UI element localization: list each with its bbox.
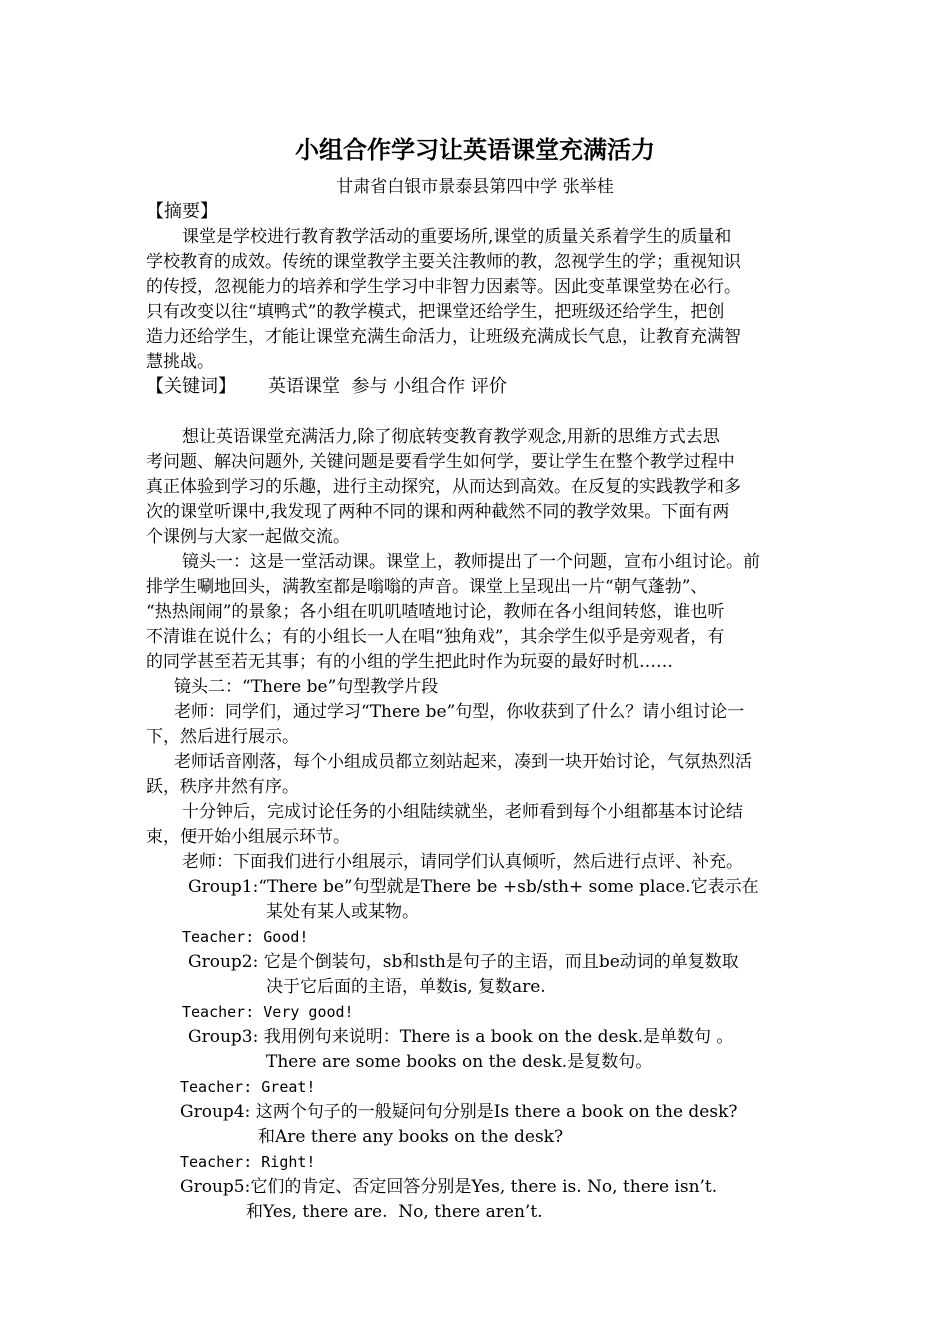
abstract-line: 的传授，忽视能力的培养和学生学习中非智力因素等。因此变革课堂势在必行。: [146, 277, 741, 297]
body-line: 十分钟后，完成讨论任务的小组陆续就坐，老师看到每个小组都基本讨论结: [182, 802, 743, 822]
dialogue-line: There are some books on the desk.是复数句。: [266, 1052, 653, 1072]
body-line: 排学生唰地回头，满教室都是嗡嗡的声音。课堂上呈现出一片“朝气蓬勃”、: [146, 577, 708, 597]
body-line: 想让英语课堂充满活力,除了彻底转变教育教学观念,用新的思维方式去思: [182, 427, 720, 447]
page-title: 小组合作学习让英语课堂充满活力: [295, 136, 655, 164]
body-line: 个课例与大家一起做交流。: [146, 527, 350, 547]
keywords-heading: 【关键词】: [146, 376, 236, 397]
dialogue-line: Teacher: Right!: [180, 1153, 316, 1171]
dialogue-line: Group4: 这两个句子的一般疑问句分别是Is there a book on the desk?: [180, 1102, 738, 1122]
body-line: 束，便开始小组展示环节。: [146, 827, 350, 847]
dialogue-line: Group2: 它是个倒装句，sb和sth是句子的主语，而且be动词的单复数取: [188, 952, 739, 972]
dialogue-line: Teacher: Very good!: [182, 1003, 354, 1021]
dialogue-line: 和Are there any books on the desk?: [258, 1127, 564, 1147]
abstract-heading: 【摘要】: [146, 201, 218, 222]
dialogue-line: Teacher: Great!: [180, 1078, 316, 1096]
body-line: 老师：同学们，通过学习“There be”句型，你收获到了什么？请小组讨论一: [174, 702, 745, 722]
abstract-line: 只有改变以往“填鸭式”的教学模式，把课堂还给学生，把班级还给学生，把创: [146, 302, 725, 322]
dialogue-line: 决于它后面的主语，单数is, 复数are.: [266, 977, 546, 997]
body-line: 真正体验到学习的乐趣，进行主动探究，从而达到高效。在反复的实践教学和多: [146, 477, 741, 497]
dialogue-line: 和Yes, there are. No, there aren’t.: [246, 1202, 543, 1222]
dialogue-line: 某处有某人或某物。: [266, 902, 419, 922]
author-line: 甘肃省白银市景泰县第四中学 张举桂: [336, 177, 614, 197]
abstract-line: 慧挑战。: [146, 352, 214, 372]
body-line: “热热闹闹”的景象；各小组在叽叽喳喳地讨论，教师在各小组间转悠，谁也听: [146, 602, 725, 622]
abstract-line: 学校教育的成效。传统的课堂教学主要关注教师的教，忽视学生的学；重视知识: [146, 252, 741, 272]
abstract-line: 课堂是学校进行教育教学活动的重要场所,课堂的质量关系着学生的质量和: [182, 227, 732, 247]
abstract-line: 造力还给学生，才能让课堂充满生命活力，让班级充满成长气息，让教育充满智: [146, 327, 741, 347]
dialogue-line: Group3: 我用例句来说明：There is a book on the desk.是单数句 。: [188, 1027, 734, 1047]
scene2-title: 镜头二：“There be”句型教学片段: [174, 677, 439, 697]
body-line: 的同学甚至若无其事；有的小组的学生把此时作为玩耍的最好时机……: [146, 652, 673, 672]
keywords-text: 英语课堂 参与 小组合作 评价: [268, 376, 507, 397]
body-line: 镜头一：这是一堂活动课。课堂上，教师提出了一个问题，宣布小组讨论。前: [182, 552, 760, 572]
body-line: 考问题、解决问题外, 关键问题是要看学生如何学，要让学生在整个教学过程中: [146, 452, 735, 472]
body-line: 次的课堂听课中,我发现了两种不同的课和两种截然不同的教学效果。下面有两: [146, 502, 730, 522]
body-line: 跃，秩序井然有序。: [146, 777, 299, 797]
body-line: 下，然后进行展示。: [146, 727, 299, 747]
body-line: 不清谁在说什么；有的小组长一人在唱“独角戏”，其余学生似乎是旁观者，有: [146, 627, 725, 647]
body-line: 老师：下面我们进行小组展示，请同学们认真倾听，然后进行点评、补充。: [182, 852, 743, 872]
dialogue-line: Group5:它们的肯定、否定回答分别是Yes, there is. No, there isn’t.: [180, 1177, 718, 1197]
body-line: 老师话音刚落，每个小组成员都立刻站起来，凑到一块开始讨论，气氛热烈活: [174, 752, 752, 772]
dialogue-line: Group1:“There be”句型就是There be +sb/sth+ some place.它表示在: [188, 877, 759, 897]
dialogue-line: Teacher: Good!: [182, 928, 309, 946]
